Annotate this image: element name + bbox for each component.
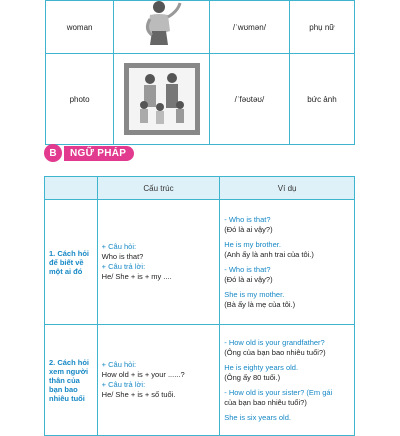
example-line: - How old is your sister? (Em gái (224, 387, 333, 397)
structure-line: + Câu trả lời: (101, 380, 146, 389)
woman-image (132, 1, 192, 53)
grammar-structure (97, 325, 220, 436)
grammar-examples (220, 325, 355, 436)
grammar-row (45, 200, 355, 325)
section-badge: B (44, 144, 62, 162)
structure-line: Who is that? (101, 252, 144, 261)
example-line: (Bà ấy là mẹ của tôi.) (224, 299, 296, 309)
structure-line: He/ She + is + my .... (101, 272, 172, 281)
structure-line: + Câu trả lời: (101, 262, 146, 271)
vocab-meaning: phụ nữ (289, 1, 354, 54)
example-line: - Who is that? (224, 214, 271, 224)
photo-frame-image (122, 61, 202, 137)
grammar-row (45, 325, 355, 436)
family-photo-illustration (114, 54, 210, 145)
vocabulary-table (45, 0, 355, 145)
example-line: của bạn bao nhiêu tuổi?) (224, 397, 307, 407)
structure-line: + Câu hỏi: (101, 360, 137, 369)
example-line: (Đó là ai vậy?) (224, 224, 273, 234)
grammar-header-row (45, 177, 355, 200)
vocab-ipa: /ˈfəʊtəʊ/ (209, 54, 289, 145)
example-line: (Anh ấy là anh trai của tôi.) (224, 249, 314, 259)
example-line: She is my mother. (224, 289, 285, 299)
structure-line: He/ She + is + số tuổi. (101, 390, 176, 399)
example-line: He is eighty years old. (224, 362, 299, 372)
grammar-examples (220, 200, 355, 325)
vocab-ipa: /ˈwʊmən/ (209, 1, 289, 54)
example-line: He is my brother. (224, 239, 281, 249)
example-line: She is six years old. (224, 412, 291, 422)
example-line: (Ông ấy 80 tuổi.) (224, 372, 281, 382)
example-line: - How old is your grandfather? (224, 337, 325, 347)
vocab-meaning: bức ảnh (289, 54, 354, 145)
vocab-word: photo (46, 54, 114, 145)
example-line: - Who is that? (224, 264, 271, 274)
grammar-header-example: Ví dụ (220, 177, 355, 200)
grammar-structure (97, 200, 220, 325)
grammar-header-blank (45, 177, 98, 200)
vocab-word: woman (46, 1, 114, 54)
structure-line: How old + is + your ......? (101, 370, 185, 379)
example-line: (Ông của bạn bao nhiêu tuổi?) (224, 347, 326, 357)
structure-line: + Câu hỏi: (101, 242, 137, 251)
vocab-row (46, 1, 355, 54)
grammar-row-title: 2. Cách hỏi xem người thân của bạn bao nhiêu tuổi (45, 325, 98, 436)
section-header (44, 144, 134, 162)
vocab-row (46, 54, 355, 145)
section-title: NGỮ PHÁP (64, 146, 134, 161)
example-line: (Đó là ai vậy?) (224, 274, 273, 284)
grammar-row-title: 1. Cách hỏi để biết về một ai đó (45, 200, 98, 325)
woman-illustration (114, 1, 210, 54)
grammar-header-structure: Cấu trúc (97, 177, 220, 200)
grammar-table (44, 176, 355, 436)
